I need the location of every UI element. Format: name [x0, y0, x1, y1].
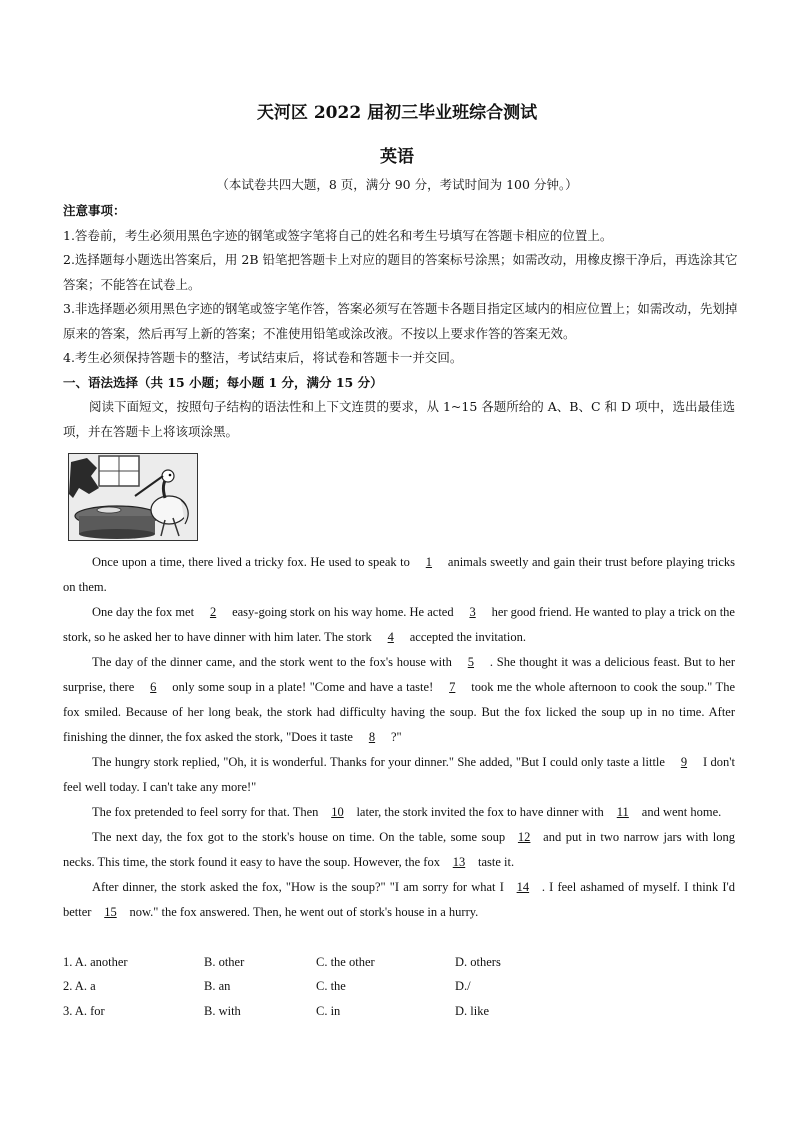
cloze-passage	[63, 550, 735, 925]
option-c: C. the other	[316, 954, 375, 969]
exam-title: 天河区 2022 届初三毕业班综合测试	[256, 103, 538, 123]
passage-paragraph	[63, 550, 735, 600]
passage-text: After dinner, the stork asked the fox, "How is the soup?" "I am sorry for what I	[92, 880, 504, 894]
passage-text: . I feel ashamed of myself. I think I'd better	[63, 880, 735, 919]
option-b: B. other	[204, 954, 245, 969]
option-b: B. an	[204, 979, 231, 994]
passage-paragraph	[63, 825, 735, 875]
passage-text: her good friend. He wanted to play a trick on the stork, so he asked her to have dinner with him later. The stork	[63, 605, 735, 644]
passage-text: later, the stork invited the fox to have dinner with	[356, 805, 604, 819]
exam-info: （本试卷共四大题，8 页，满分 90 分，考试时间为 100 分钟。）	[216, 177, 578, 192]
passage-text: I don't feel well today. I can't take any more!"	[63, 755, 735, 794]
passage-text: took me the whole afternoon to cook the soup." The fox smiled. Because of her long beak, the stork had difficulty having the soup. But the fox licked the soup up in no time. After finishing the dinner, the fox asked the stork, "Does it taste	[63, 680, 735, 744]
option-c: C. in	[316, 1003, 341, 1018]
notes-heading: 注意事项：	[63, 203, 126, 218]
option-row	[63, 999, 743, 1024]
passage-paragraph	[63, 650, 735, 750]
passage-text: The fox pretended to feel sorry for that. Then	[92, 805, 319, 819]
fox-stork-illustration-icon	[69, 454, 197, 540]
passage-paragraph	[63, 800, 735, 825]
blank-11: 11	[616, 805, 629, 819]
passage-text: and put in two narrow jars with long necks. This time, the stork found it easy to have the soup. However, the fox	[63, 830, 735, 869]
note-item: 4.考生必须保持答题卡的整洁，考试结束后，将试卷和答题卡一并交回。	[63, 350, 463, 365]
passage-paragraph	[63, 600, 735, 650]
subject-title: 英语	[380, 147, 414, 167]
passage-text: The hungry stork replied, "Oh, it is wonderful. Thanks for your dinner." She added, "But I could only taste a little	[92, 755, 665, 769]
blank-6: 6	[150, 680, 157, 694]
blank-14: 14	[516, 880, 530, 894]
blank-15: 15	[104, 905, 117, 919]
passage-text: . She thought it was a delicious feast. But to her surprise, there	[63, 655, 735, 694]
blank-1: 1	[425, 555, 433, 569]
passage-text: animals sweetly and gain their trust before playing tricks on them.	[63, 555, 735, 594]
passage-text: One day the fox met	[92, 605, 195, 619]
option-d: D./	[455, 979, 471, 994]
answer-options	[63, 950, 743, 1024]
section-instruction: 阅读下面短文，按照句子结构的语法性和上下文连贯的要求，从 1~15 各题所给的 A、B、C 和 D 项中，选出最佳选项，并在答题卡上将该项涂黑。	[63, 399, 735, 439]
option-c: C. the	[316, 979, 346, 994]
blank-9: 9	[680, 755, 688, 769]
passage-text: accepted the invitation.	[409, 630, 527, 644]
option-d: D. like	[455, 1003, 490, 1018]
passage-text: only some soup in a plate! "Come and have a taste!	[172, 680, 434, 694]
story-illustration	[68, 453, 198, 541]
option-b: B. with	[204, 1003, 241, 1018]
passage-paragraph	[63, 750, 735, 800]
notes-section	[63, 199, 743, 444]
passage-text: and went home.	[641, 805, 722, 819]
option-row	[63, 950, 743, 975]
blank-12: 12	[517, 830, 531, 844]
blank-13: 13	[452, 855, 466, 869]
section-heading: 一、语法选择（共 15 小题；每小题 1 分，满分 15 分）	[63, 374, 383, 390]
blank-10: 10	[331, 805, 344, 819]
note-item: 2.选择题每小题选出答案后，用 2B 铅笔把答题卡上对应的题目的答案标号涂黑；如需改动，用橡皮擦干净后，再选涂其它答案；不能答在试卷上。	[63, 252, 738, 292]
option-row	[63, 975, 743, 1000]
passage-text: ?"	[390, 730, 402, 744]
note-item: 3.非选择题必须用黑色字迹的钢笔或签字笔作答，答案必须写在答题卡各题目指定区域内的相应位置上；如需改动，先划掉原来的答案，然后再写上新的答案；不准使用铅笔或涂改液。不按以上要求作答的答案无效。	[63, 301, 738, 341]
option-a: 3. A. for	[63, 1003, 105, 1018]
passage-text: now." the fox answered. Then, he went out of stork's house in a hurry.	[129, 905, 479, 919]
blank-2: 2	[209, 605, 217, 619]
passage-paragraph	[63, 875, 735, 925]
passage-text: easy-going stork on his way home. He acted	[232, 605, 454, 619]
option-d: D. others	[455, 954, 501, 969]
option-a: 2. A. a	[63, 979, 96, 994]
passage-text: The next day, the fox got to the stork's house on time. On the table, some soup	[92, 830, 506, 844]
note-item: 1.答卷前，考生必须用黑色字迹的钢笔或签字笔将自己的姓名和考生号填写在答题卡相应的位置上。	[63, 227, 613, 243]
blank-3: 3	[469, 605, 476, 619]
blank-4: 4	[387, 630, 394, 644]
blank-8: 8	[368, 730, 376, 744]
blank-7: 7	[449, 680, 456, 694]
passage-text: taste it.	[477, 855, 515, 869]
passage-text: The day of the dinner came, and the stork went to the fox's house with	[92, 655, 452, 669]
blank-5: 5	[467, 655, 475, 669]
passage-text: Once upon a time, there lived a tricky fox. He used to speak to	[92, 555, 410, 569]
option-a: 1. A. another	[63, 954, 128, 969]
